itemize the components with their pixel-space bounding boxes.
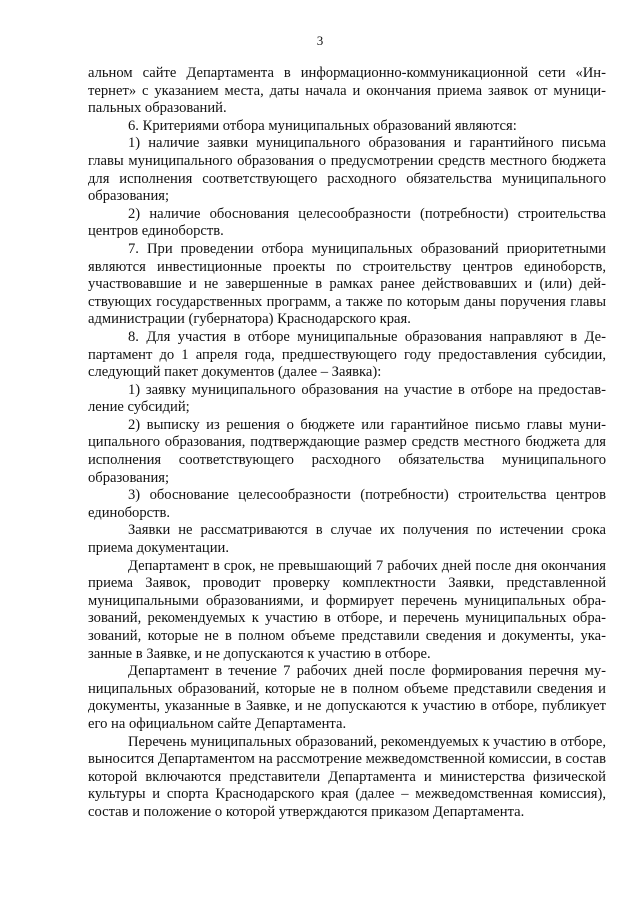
paragraph-document-3: 3) обоснование целесообразности (потребности) строительства центров единоборств.: [88, 487, 606, 521]
paragraph-late-applications: Заявки не рассматриваются в случае их получения по истечении срока приема документации.: [88, 522, 606, 557]
paragraph-commission: Перечень муниципальных образований, рекомендуемых к участию в отборе, выносится Департаментом на рассмотрение межведомственной комиссии, в состав которой включаются представители Департамента и министерства физической культуры и спорта Краснодарского края (далее – межведомственная комиссия), состав и положение о которой утверждаются приказом Департамента.: [88, 733, 607, 820]
paragraph-item-6: 6. Критериями отбора муниципальных образований являются:: [128, 117, 517, 134]
paragraph-document-1: 1) заявку муниципального образования на участие в отборе на предоставление субсидий;: [88, 381, 606, 416]
paragraph-document-2: 2) выписку из решения о бюджете или гарантийное письмо главы муниципального образования, подтверждающие размер средств местного бюджета для исполнения соответствующего расходного обязательства муниципального образования;: [88, 416, 606, 486]
paragraph-department-check: Департамент в срок, не превышающий 7 рабочих дней после дня окончания приема Заявок, проводит проверку комплектности Заявки, представленной муниципальными образованиями, и формирует перечень муниципальных образований, рекомендуемых к участию в отборе, и перечень муниципальных образований, которые не в полном объеме представили сведения и документы, указанные в Заявке, и не допускаются к участию в отборе.: [88, 557, 606, 662]
document-body: [88, 65, 606, 822]
paragraph-criterion-1: 1) наличие заявки муниципального образования и гарантийного письма главы муниципального образования о предусмотрении средств местного бюджета для исполнения соответствующего расходного обязательства муниципального образования;: [88, 135, 606, 205]
paragraph-item-8: 8. Для участия в отборе муниципальные образования направляют в Департамент до 1 апреля года, предшествующего году предоставления субсидии, следующий пакет документов (далее – Заявка):: [88, 328, 606, 381]
page-number: 3: [316, 33, 324, 48]
paragraph-department-publish: Департамент в течение 7 рабочих дней после формирования перечня муниципальных образований, которые не в полном объеме представили сведения и документы, указанные в Заявке, и не допускаются к участию в отборе, публикует его на официальном сайте Департамента.: [88, 663, 606, 732]
paragraph-criterion-2: 2) наличие обоснования целесообразности (потребности) строительства центров единоборств.: [88, 205, 606, 240]
paragraph-item-7: 7. При проведении отбора муниципальных образований приоритетными являются инвестиционные проекты по строительству центров единоборств, участвовавшие и не завершенные в рамках ранее действовавших и (или) действующих государственных программ, а также по которым даны поручения главы администрации (губернатора) Краснодарского края.: [88, 240, 606, 328]
paragraph-continuation: альном сайте Департамента в информационно-коммуникационной сети «Интернет» с указанием места, даты начала и окончания приема заявок от муниципальных образований.: [88, 65, 606, 117]
